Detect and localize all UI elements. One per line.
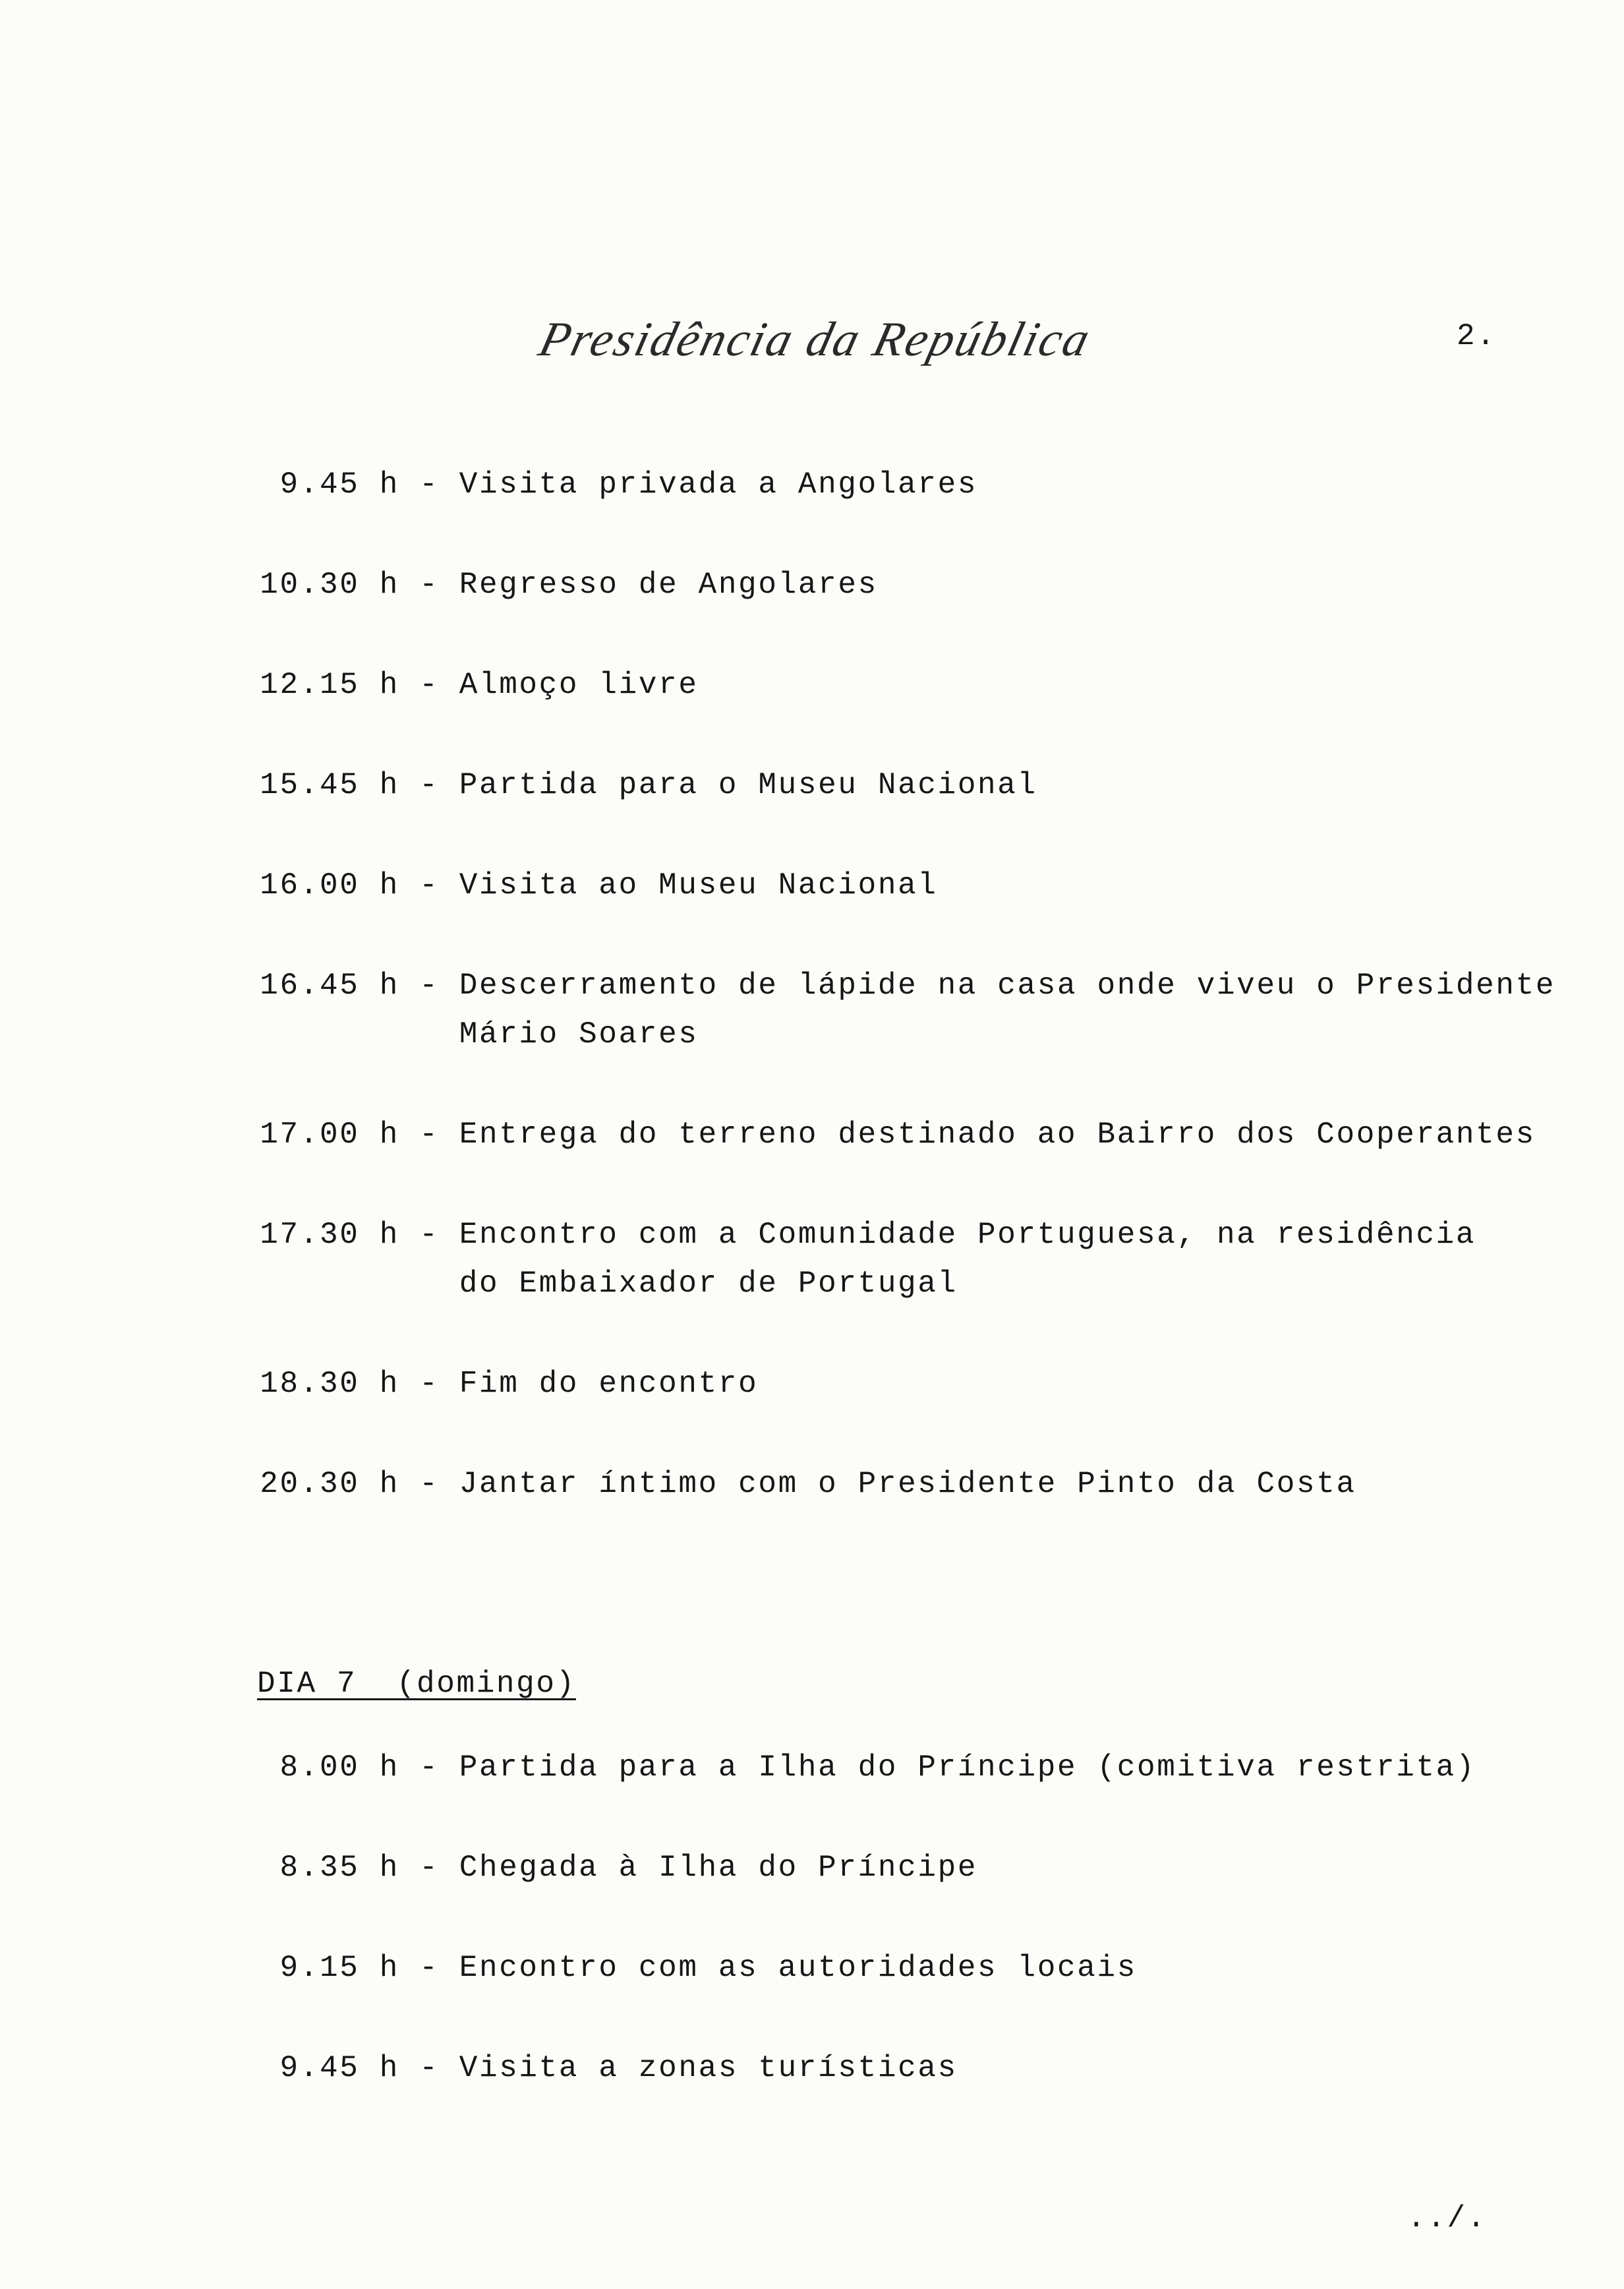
schedule-item [260,1359,1555,1408]
separator-dash: - [419,1218,440,1252]
schedule-item [260,460,1555,509]
schedule-activity [459,460,977,509]
schedule-item [260,2044,1476,2093]
separator-dash: - [419,467,440,502]
page-number: 2. [1457,319,1497,353]
schedule-activity [459,1359,759,1408]
schedule-time: 9.15 h [279,1951,399,1985]
schedule-time: 17.30 h [260,1218,399,1252]
activity-line: Jantar íntimo com o Presidente Pinto da Costa [459,1467,1356,1501]
activity-line: Visita privada a Angolares [459,467,978,502]
activity-line: Encontro com a Comunidade Portuguesa, na residência [459,1218,1476,1252]
activity-line: Visita a zonas turísticas [459,2051,958,2085]
schedule-item [260,961,1555,1059]
schedule-item [260,761,1555,810]
day-heading: DIA 7 (domingo) [257,1667,576,1701]
activity-line: Almoço livre [459,668,699,702]
activity-line: Partida para a Ilha do Príncipe (comitiva restrita) [459,1750,1476,1785]
schedule-item [260,560,1555,609]
schedule-activity [459,1843,977,1892]
schedule-time: 10.30 h [260,568,399,602]
separator-dash: - [419,1117,440,1152]
schedule-time: 18.30 h [260,1367,399,1401]
separator-dash: - [419,968,440,1003]
schedule-activity [459,560,878,609]
activity-line: Visita ao Museu Nacional [459,868,938,903]
separator-dash: - [419,868,440,903]
schedule-activity [459,761,1037,810]
letterhead-title: Presidência da República [533,312,1097,367]
schedule-time: 12.15 h [260,668,399,702]
continuation-mark: ../. [1407,2201,1487,2236]
separator-dash: - [419,568,440,602]
schedule-time: 8.00 h [279,1750,399,1785]
schedule-activity [459,1743,1476,1792]
schedule-item [260,1210,1555,1308]
separator-dash: - [419,1467,440,1501]
schedule-time: 15.45 h [260,768,399,802]
activity-line: do Embaixador de Portugal [459,1266,958,1301]
schedule-activity [459,961,1555,1059]
separator-dash: - [419,1750,440,1785]
activity-line: Mário Soares [459,1017,699,1052]
separator-dash: - [419,2051,440,2085]
schedule-item [260,661,1555,709]
schedule-time: 9.45 h [279,467,399,502]
schedule-time: 9.45 h [279,2051,399,2085]
schedule-activity [459,2044,958,2093]
schedule-activity [459,861,938,910]
schedule-time: 17.00 h [260,1117,399,1152]
activity-line: Encontro com as autoridades locais [459,1951,1138,1985]
schedule-activity [459,1944,1137,1992]
schedule-item [260,1110,1555,1159]
schedule-time: 8.35 h [279,1851,399,1885]
separator-dash: - [419,668,440,702]
schedule-activity [459,661,699,709]
activity-line: Partida para o Museu Nacional [459,768,1037,802]
activity-line: Entrega do terreno destinado ao Bairro dos Cooperantes [459,1117,1536,1152]
schedule-item [260,1460,1555,1508]
separator-dash: - [419,1851,440,1885]
activity-line: Chegada à Ilha do Príncipe [459,1851,978,1885]
schedule-activity [459,1110,1536,1159]
schedule-time: 16.45 h [260,968,399,1003]
schedule-list [260,460,1555,1560]
schedule-item [260,1743,1476,1792]
schedule-activity [459,1210,1476,1308]
activity-line: Fim do encontro [459,1367,759,1401]
separator-dash: - [419,768,440,802]
schedule-item [260,861,1555,910]
schedule-item [260,1843,1476,1892]
schedule-time: 16.00 h [260,868,399,903]
activity-line: Descerramento de lápide na casa onde viveu o Presidente [459,968,1556,1003]
separator-dash: - [419,1367,440,1401]
schedule-time: 20.30 h [260,1467,399,1501]
schedule-item [260,1944,1476,1992]
activity-line: Regresso de Angolares [459,568,878,602]
schedule-activity [459,1460,1356,1508]
day-schedule-list [260,1743,1476,2144]
separator-dash: - [419,1951,440,1985]
